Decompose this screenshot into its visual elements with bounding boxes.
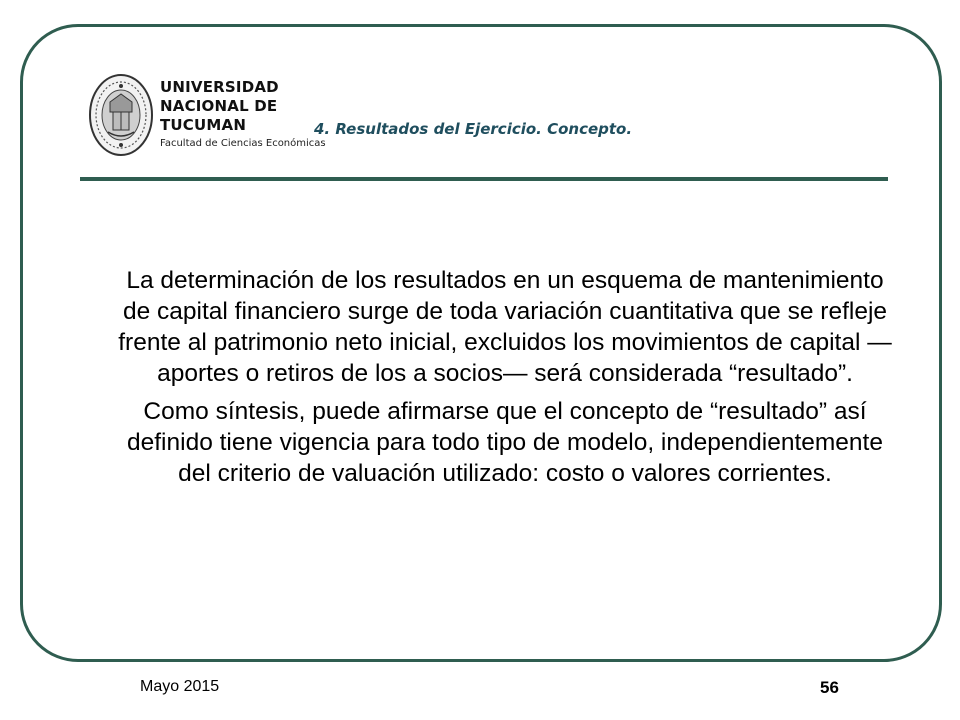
logo-line-3: TUCUMAN [160, 116, 247, 134]
university-logo [88, 72, 326, 160]
logo-line-2: NACIONAL DE [160, 97, 278, 115]
body-paragraph-1: La determinación de los resultados en un esquema de mantenimiento de capital financiero surge de toda variación cuantitativa que se refleje frente al patrimonio neto inicial, excluidos los movimientos de capital — aportes o retiros de los a socios— será considerada “resultado”. [118, 267, 892, 387]
title-divider [80, 177, 888, 181]
body-paragraph-2: Como síntesis, puede afirmarse que el concepto de “resultado” así definido tiene vigencia para todo tipo de modelo, independientemente del criterio de valuación utilizado: costo o valores corrientes. [127, 398, 883, 487]
page-number: 56 [820, 678, 839, 697]
logo-subtitle: Facultad de Ciencias Económicas [160, 138, 326, 149]
logo-wordmark [160, 78, 326, 151]
university-seal-icon [88, 72, 154, 158]
footer-date: Mayo 2015 [140, 678, 220, 695]
logo-line-1: UNIVERSIDAD [160, 78, 279, 96]
slide-body [110, 265, 900, 489]
slide-title: 4. Resultados del Ejercicio. Concepto. [314, 120, 633, 138]
